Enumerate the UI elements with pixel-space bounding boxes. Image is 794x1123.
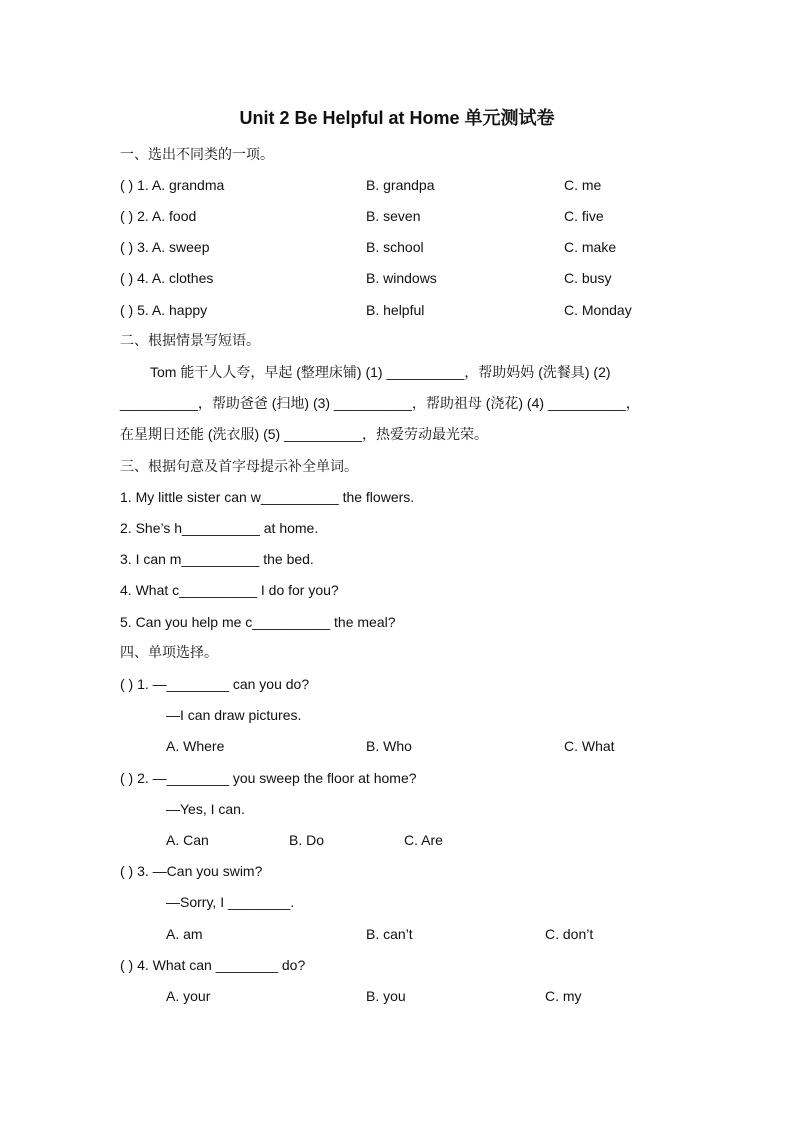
s1-q5-option-b: B. helpful xyxy=(366,302,425,318)
s4-q3-stem: ( ) 3. —Can you swim? xyxy=(120,863,263,879)
section1-heading: 一、选出不同类的一项。 xyxy=(120,146,274,162)
s1-q4-option-c: C. busy xyxy=(564,270,612,286)
s1-q5-option-c: C. Monday xyxy=(564,302,632,318)
s1-q4-option-b: B. windows xyxy=(366,270,437,286)
section2-heading: 二、根据情景写短语。 xyxy=(120,332,260,348)
s4-q3-option-b: B. can’t xyxy=(366,926,413,942)
s3-item-4: 4. What c__________ I do for you? xyxy=(120,582,339,598)
s4-q2-option-b: B. Do xyxy=(289,832,325,848)
page-title: Unit 2 Be Helpful at Home 单元测试卷 xyxy=(239,108,555,128)
s3-item-3: 3. I can m__________ the bed. xyxy=(120,551,314,567)
s4-q1-stem: ( ) 1. —________ can you do? xyxy=(120,676,310,692)
section4-heading: 四、单项选择。 xyxy=(120,644,218,660)
s4-q4-stem: ( ) 4. What can ________ do? xyxy=(120,957,306,973)
s1-q3-stem: ( ) 3. A. sweep xyxy=(120,239,210,255)
s4-q1-reply: —I can draw pictures. xyxy=(166,707,302,723)
s4-q2-option-c: C. Are xyxy=(404,832,443,848)
s4-q1-option-c: C. What xyxy=(564,738,615,754)
s3-item-1: 1. My little sister can w__________ the flowers. xyxy=(120,489,415,505)
s1-q1-option-b: B. grandpa xyxy=(366,177,435,193)
s4-q2-stem: ( ) 2. —________ you sweep the floor at home? xyxy=(120,770,417,786)
s2-paragraph-line-3: 在星期日还能 (洗衣服) (5) __________，热爱劳动最光荣。 xyxy=(120,426,488,442)
s1-q1-stem: ( ) 1. A. grandma xyxy=(120,177,225,193)
s4-q2-reply: —Yes, I can. xyxy=(166,801,245,817)
s4-q2-option-a: A. Can xyxy=(166,832,209,848)
s4-q1-option-a: A. Where xyxy=(166,738,225,754)
s3-item-5: 5. Can you help me c__________ the meal? xyxy=(120,614,396,630)
s1-q1-option-c: C. me xyxy=(564,177,602,193)
s4-q3-reply: —Sorry, I ________. xyxy=(166,894,295,910)
s1-q2-stem: ( ) 2. A. food xyxy=(120,208,197,224)
s1-q3-option-c: C. make xyxy=(564,239,617,255)
s4-q4-option-b: B. you xyxy=(366,988,406,1004)
section3-heading: 三、根据句意及首字母提示补全单词。 xyxy=(120,458,358,474)
s1-q5-stem: ( ) 5. A. happy xyxy=(120,302,208,318)
s4-q4-option-a: A. your xyxy=(166,988,211,1004)
s1-q3-option-b: B. school xyxy=(366,239,424,255)
s4-q1-option-b: B. Who xyxy=(366,738,412,754)
s4-q3-option-a: A. am xyxy=(166,926,203,942)
s4-q4-option-c: C. my xyxy=(545,988,582,1004)
s1-q2-option-b: B. seven xyxy=(366,208,421,224)
s4-q3-option-c: C. don’t xyxy=(545,926,594,942)
s1-q4-stem: ( ) 4. A. clothes xyxy=(120,270,214,286)
s1-q2-option-c: C. five xyxy=(564,208,604,224)
s3-item-2: 2. She’s h__________ at home. xyxy=(120,520,319,536)
s2-paragraph-line-2: __________，帮助爸爸 (扫地) (3) __________，帮助祖母 (浇花) (4) __________， xyxy=(120,395,640,411)
s2-paragraph-line-1: Tom 能干人人夸，早起 (整理床铺) (1) __________，帮助妈妈 (洗餐具) (2) xyxy=(150,364,611,380)
